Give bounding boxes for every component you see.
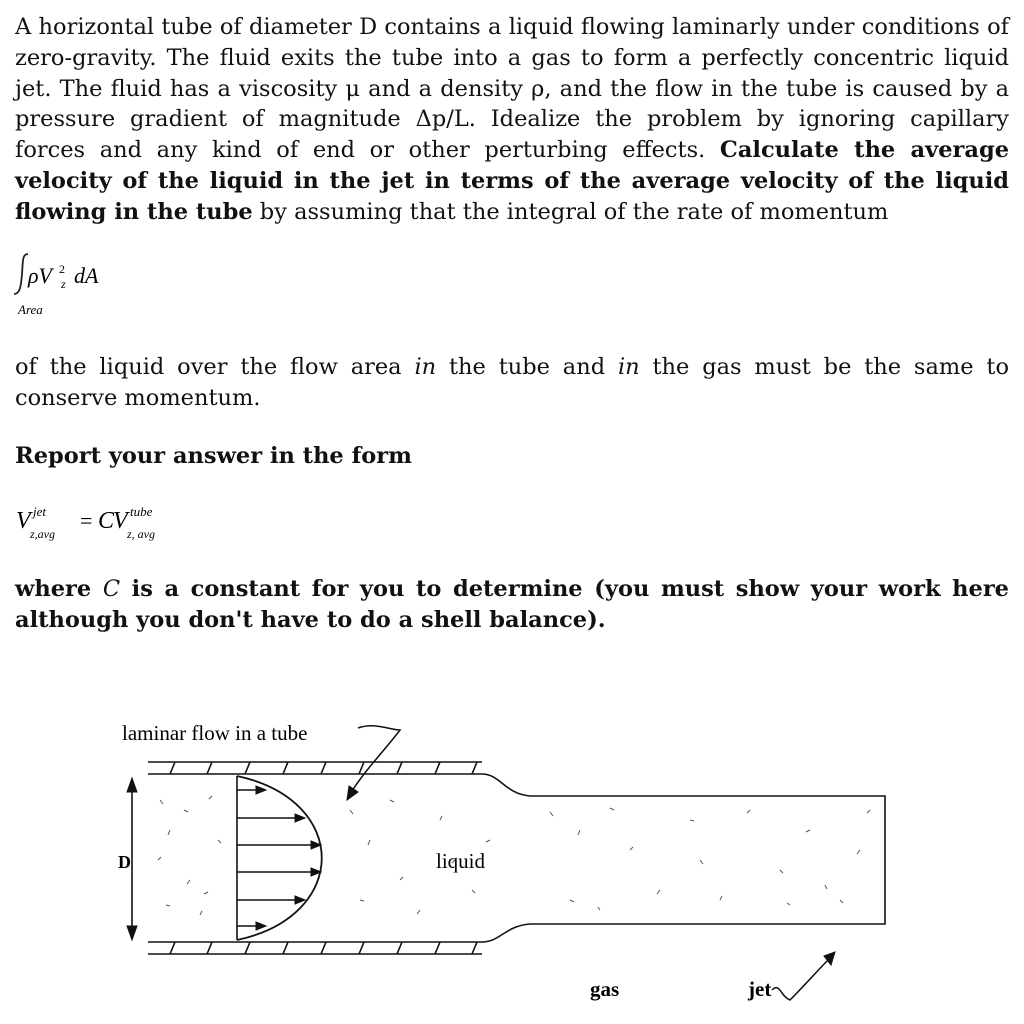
- where-statement: [15, 574, 1009, 636]
- jet-outline: [482, 774, 885, 942]
- liquid-label: liquid: [436, 849, 486, 873]
- laminar-flow-label: laminar flow in a tube: [122, 721, 308, 745]
- answer-formula: [16, 500, 216, 550]
- jet-pointer: [772, 952, 835, 1000]
- where-text-1: where: [15, 576, 103, 602]
- integrand-sup: 2: [59, 262, 65, 276]
- lhs-sub: z,avg: [30, 527, 55, 541]
- rhs-sup: tube: [130, 504, 153, 519]
- laminar-pointer: [347, 726, 400, 800]
- gas-label: gas: [590, 977, 620, 1001]
- integral-dA: dA: [74, 263, 99, 288]
- equals-sign: =: [80, 508, 93, 533]
- const-C: C: [98, 508, 115, 534]
- tube-walls: [148, 762, 482, 954]
- liquid-speckles: [158, 796, 870, 915]
- momentum-integral: [16, 250, 156, 322]
- jet-label: jet: [748, 977, 772, 1001]
- conserve-text-3: the gas must be the same to conserve momentum.: [15, 354, 1009, 411]
- conserve-text-1: of the liquid over the flow area: [15, 354, 415, 380]
- lhs-var: V: [16, 508, 31, 534]
- lhs-sup: jet: [33, 504, 46, 519]
- integral-sign: [14, 254, 28, 294]
- integrand: ρV: [28, 263, 52, 288]
- task-text: Calculate the average velocity of the liquid in the jet in terms of the average velocity of the liquid flowing in the tube: [15, 137, 1010, 225]
- rhs-sub: z, avg: [127, 527, 155, 541]
- rhs-var: V: [113, 508, 128, 534]
- conserve-text-2: the tube and: [436, 354, 618, 380]
- task-tail-text: by assuming that the integral of the rate of momentum: [252, 198, 889, 225]
- where-text-2: is a constant for you to determine (you must show your work here although you don't have to do a shell balance).: [15, 576, 1009, 633]
- tube-jet-diagram: [100, 700, 1000, 1020]
- diameter-label: D: [118, 852, 131, 872]
- conserve-in-1: in: [414, 354, 437, 380]
- report-heading: Report your answer in the form: [15, 443, 412, 469]
- velocity-profile: [237, 776, 322, 940]
- problem-statement: [15, 12, 1009, 228]
- where-C: C: [102, 576, 121, 602]
- conserve-in-2: in: [617, 354, 640, 380]
- integrand-sub: z: [61, 277, 66, 291]
- integral-region: Area: [18, 302, 43, 317]
- conservation-statement: [15, 352, 1009, 414]
- intro-text: A horizontal tube of diameter D contains a liquid flowing laminarly under conditions of zero-gravity. The fluid exits the tube into a gas to form a perfectly concentric liquid jet. The fluid has a viscosity μ and a density ρ, and the flow in the tube is caused by a pressure gradient of magnitude Δp/L. Idealize the problem by ignoring capillary forces and any kind of end or other perturbing effects.: [15, 14, 1009, 164]
